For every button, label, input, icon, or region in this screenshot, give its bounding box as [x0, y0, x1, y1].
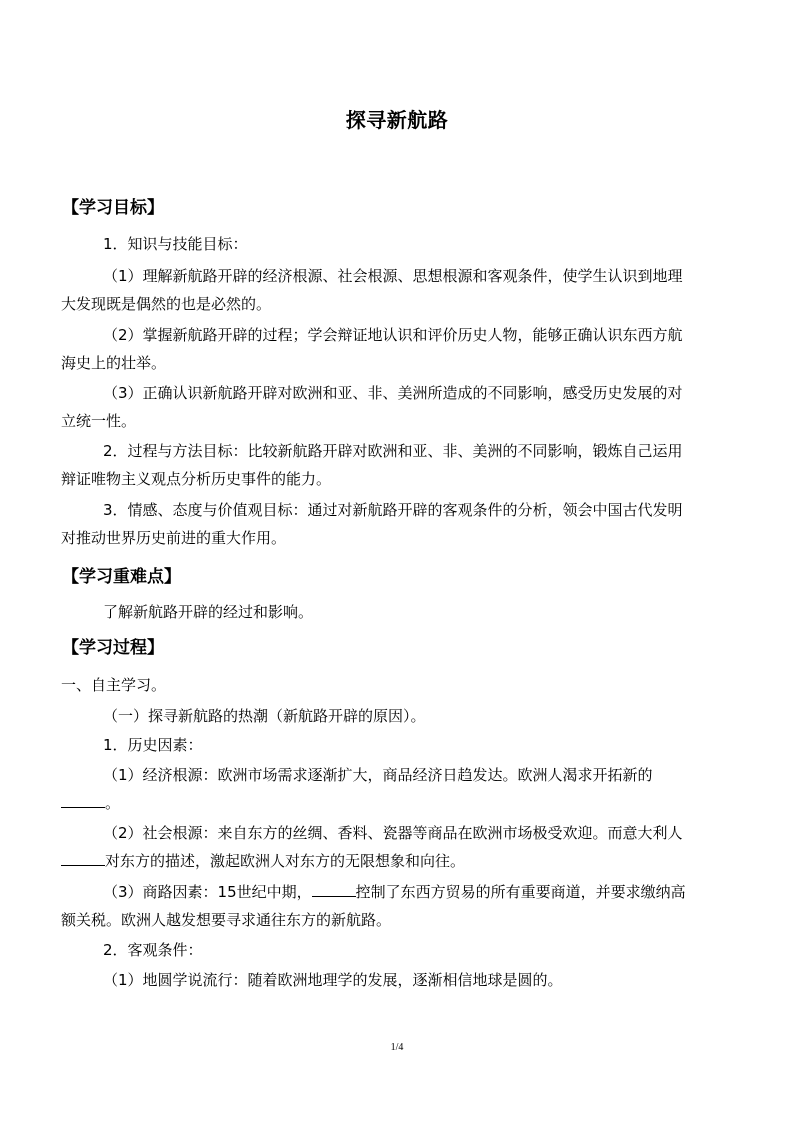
fill-in-blank[interactable] [61, 851, 105, 866]
goal-item-2-line-2: 辩证唯物主义观点分析历史事件的能力。 [61, 470, 332, 488]
fill-in-blank[interactable] [312, 882, 356, 897]
goal-item-2-line-1: 2．过程与方法目标：比较新航路开辟对欧洲和亚、非、美洲的不同影响，锻炼自己运用 [103, 442, 683, 460]
process-sub-1: （一）探寻新航路的热潮（新航路开辟的原因）。 [103, 707, 426, 725]
factor-1-2-line-2 [61, 851, 465, 871]
goal-item-1-1-line-1: （1）理解新航路开辟的经济根源、社会根源、思想根源和客观条件，使学生认识到地理 [103, 267, 683, 285]
goal-item-1-2-line-2: 海史上的壮举。 [61, 354, 167, 372]
heading-learning-goals: 【学习目标】 [62, 198, 164, 218]
page-number: 1/4 [390, 1042, 404, 1053]
factor-1-1-line-1: （1）经济根源：欧洲市场需求逐渐扩大，商品经济日趋发达。欧洲人渴求开拓新的 [103, 766, 653, 784]
factor-2-1: （1）地圆学说流行：随着欧洲地理学的发展，逐渐相信地球是圆的。 [103, 971, 563, 989]
goal-item-1-1-line-2: 大发现既是偶然的也是必然的。 [61, 295, 272, 313]
goal-item-1-3-line-2: 立统一性。 [61, 412, 137, 430]
fill-in-blank[interactable] [61, 793, 105, 808]
key-points-text: 了解新航路开辟的经过和影响。 [103, 603, 314, 621]
goal-item-1-3-line-1: （3）正确认识新航路开辟对欧洲和亚、非、美洲所造成的不同影响，感受历史发展的对 [103, 384, 683, 402]
goal-item-3-line-2: 对推动世界历史前进的重大作用。 [61, 529, 287, 547]
document-title: 探寻新航路 [345, 108, 449, 132]
factor-1-3-start: （3）商路因素：15世纪中期， [103, 883, 312, 901]
factor-1-heading: 1．历史因素： [103, 736, 203, 754]
factor-1-2-line-1: （2）社会根源：来自东方的丝绸、香料、瓷器等商品在欧洲市场极受欢迎。而意大利人 [103, 824, 683, 842]
factor-1-1-line-2 [61, 793, 120, 813]
factor-2-heading: 2．客观条件： [103, 941, 203, 959]
process-part-1: 一、自主学习。 [61, 676, 167, 694]
factor-1-3-end: 控制了东西方贸易的所有重要商道，并要求缴纳高 [355, 883, 686, 901]
heading-learning-process: 【学习过程】 [62, 638, 164, 658]
factor-1-1-end: 。 [105, 794, 121, 812]
factor-1-3-line-2: 额关税。欧洲人越发想要寻求通往东方的新航路。 [61, 911, 392, 929]
goal-item-1: 1．知识与技能目标： [103, 235, 248, 253]
goal-item-3-line-1: 3．情感、态度与价值观目标：通过对新航路开辟的客观条件的分析，领会中国古代发明 [103, 501, 683, 519]
factor-1-2-end: 对东方的描述，激起欧洲人对东方的无限想象和向往。 [105, 852, 466, 870]
goal-item-1-2-line-1: （2）掌握新航路开辟的过程；学会辩证地认识和评价历史人物，能够正确认识东西方航 [103, 326, 683, 344]
factor-1-3-line-1 [103, 882, 686, 902]
heading-key-points: 【学习重难点】 [62, 567, 181, 587]
